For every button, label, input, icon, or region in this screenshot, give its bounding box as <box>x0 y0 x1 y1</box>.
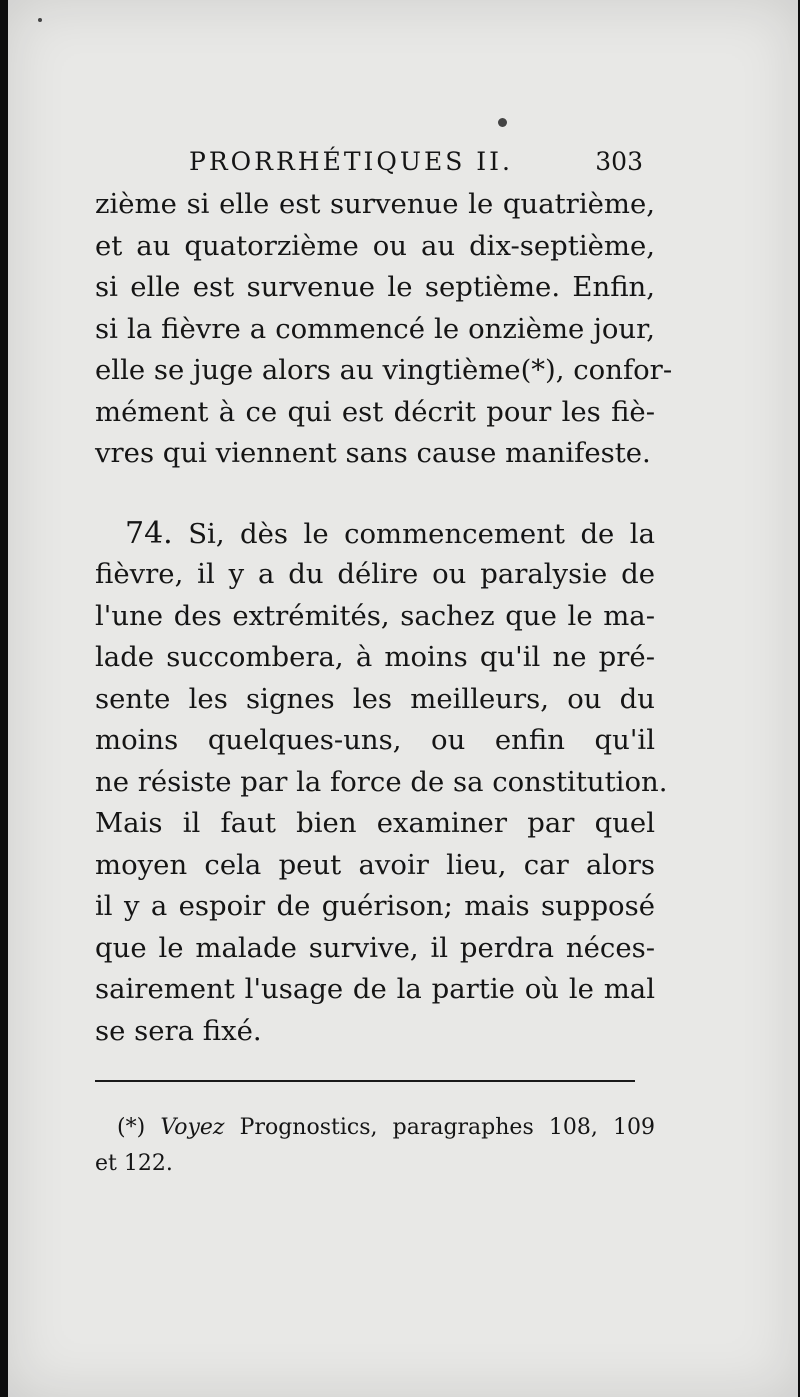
running-head-title: PRORRHÉTIQUES II. <box>189 147 513 176</box>
page-number: 303 <box>595 147 643 176</box>
footnote-mark: (*) <box>117 1115 146 1140</box>
text-line: lade succombera, à moins qu'il ne pré- <box>95 641 655 673</box>
paragraph-first-line <box>95 513 655 555</box>
text-line: Mais il faut bien examiner par quel <box>95 807 655 839</box>
text-line: que le malade survive, il perdra néces- <box>95 931 655 964</box>
paragraph-continued <box>95 184 673 475</box>
text-line: si elle est survenue le septième. Enfin, <box>95 271 655 303</box>
footnote <box>95 1110 655 1182</box>
footnote-text: Prognostics, paragraphes 108, 109 <box>239 1115 655 1140</box>
text-line: moins quelques-uns, ou enfin qu'il <box>95 724 655 756</box>
text-line: moyen cela peut avoir lieu, car alors <box>95 848 655 881</box>
text-line: et au quatorzième ou au dix-septième, <box>95 229 655 262</box>
text-line: si la fièvre a commencé le onzième jour, <box>95 312 655 345</box>
footnote-italic: Voyez <box>160 1115 225 1140</box>
paragraph-gap <box>95 475 655 513</box>
paragraph-number: 74. <box>125 515 173 551</box>
text-line: mément à ce qui est décrit pour les fiè- <box>95 395 655 428</box>
footnote-rule <box>95 1080 635 1082</box>
text-line: il y a espoir de guérison; mais supposé <box>95 890 655 922</box>
section-gap <box>95 1052 655 1080</box>
text-line: sairement l'usage de la partie où le mal <box>95 973 655 1005</box>
footnote-line: et 122. <box>95 1151 173 1176</box>
paragraph-74 <box>95 513 668 1053</box>
running-head <box>95 140 655 184</box>
page-text <box>95 140 673 1182</box>
ink-speck <box>38 18 42 22</box>
text-line: zième si elle est survenue le quatrième, <box>95 188 655 220</box>
text-line: sente les signes les meilleurs, ou du <box>95 682 655 715</box>
text-line: ne résiste par la force de sa constitution. <box>95 765 668 798</box>
text-line: Si, dès le commencement de la <box>188 517 655 550</box>
text-line: l'une des extrémités, sachez que le ma- <box>95 599 655 632</box>
text-line: vres qui viennent sans cause manifeste. <box>95 437 651 469</box>
text-line: se sera fixé. <box>95 1014 262 1047</box>
footnote-line <box>95 1110 655 1146</box>
text-line: fièvre, il y a du délire ou paralysie de <box>95 558 655 590</box>
text-line: elle se juge alors au vingtième(*), confor- <box>95 354 673 386</box>
ink-speck <box>498 118 507 127</box>
